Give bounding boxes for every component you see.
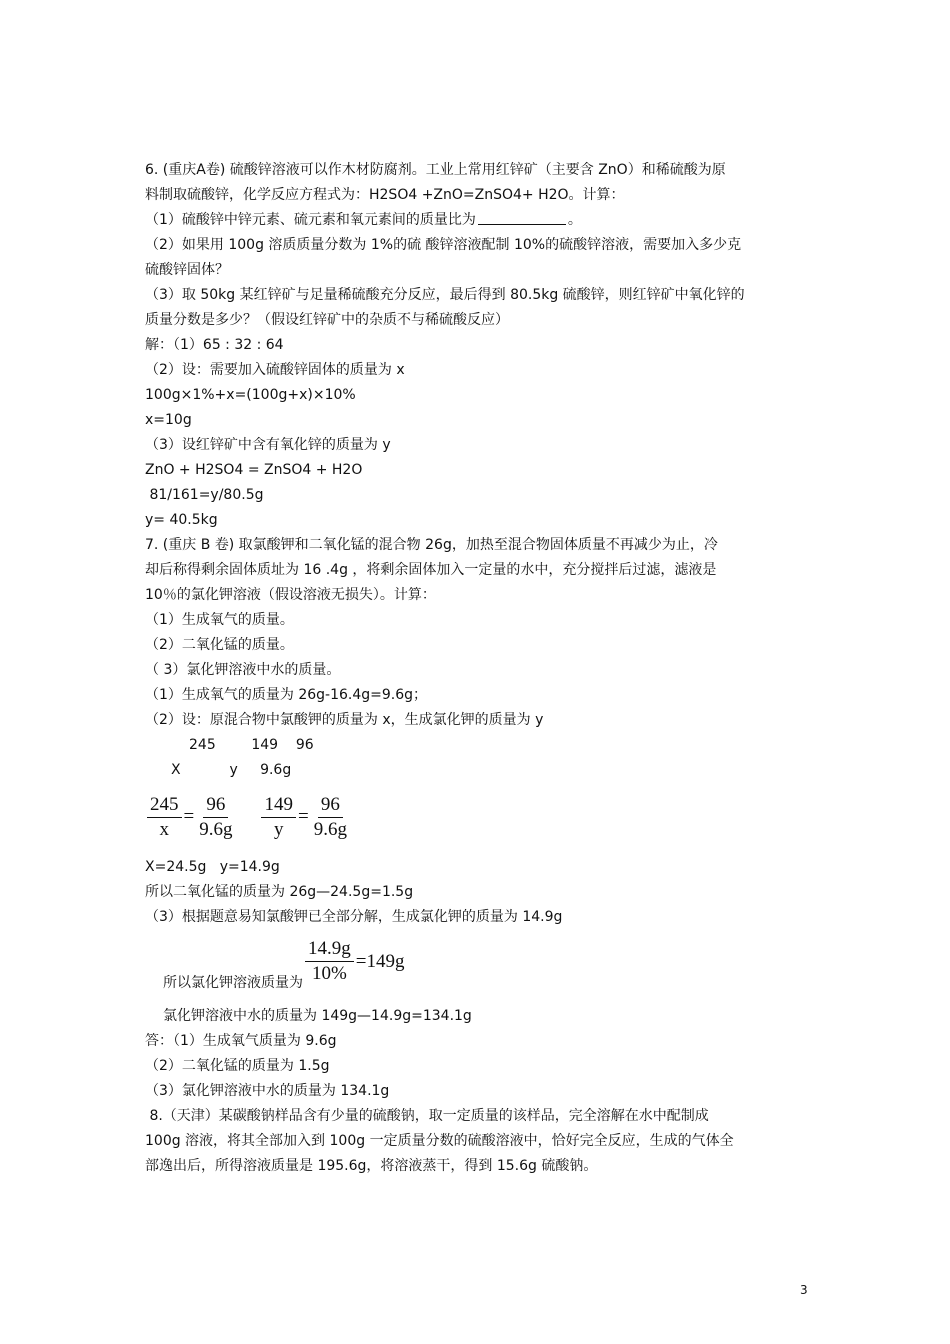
q6-solution-7: 81/161=y/80.5g bbox=[145, 487, 264, 503]
q6-line-7: 质量分数是多少？（假设红锌矿中的杂质不与稀硫酸反应） bbox=[145, 312, 509, 328]
q6-solution-1: 解：（1）65 : 32 : 64 bbox=[145, 337, 284, 353]
q7-answer-1: 答：（1）生成氧气质量为 9.6g bbox=[145, 1033, 337, 1049]
q6-line-1: 6. (重庆A卷) 硫酸锌溶液可以作木材防腐剂。工业上常用红锌矿（主要含 ZnO）和稀硫酸为原 bbox=[145, 162, 726, 178]
q6-line-2: 料制取硫酸锌，化学反应方程式为：H2SO4 +ZnO=ZnSO4+ H2O。计算： bbox=[145, 187, 625, 203]
kcl-solution-text: 所以氯化钾溶液质量为 bbox=[163, 975, 303, 991]
fraction-denominator: 9.6g bbox=[199, 818, 233, 840]
q7-line-3: 10％的氯化钾溶液（假设溶液无损失）。计算： bbox=[145, 587, 436, 603]
fraction-denominator: 9.6g bbox=[313, 818, 347, 840]
fraction-denominator: x bbox=[159, 818, 169, 840]
q8-line-1: 8.（天津）某碳酸钠样品含有少量的硫酸钠，取一定质量的该样品，完全溶解在水中配制成 bbox=[145, 1108, 709, 1124]
q6-line-3-text: （1）硫酸锌中锌元素、硫元素和氧元素间的质量比为 bbox=[145, 212, 476, 228]
equals-sign: = bbox=[183, 806, 195, 827]
q6-solution-6: ZnO + H2SO4 = ZnSO4 + H2O bbox=[145, 462, 363, 478]
fraction-245-x bbox=[147, 793, 182, 842]
q7-answer-2: （2）二氧化锰的质量为 1.5g bbox=[145, 1058, 330, 1074]
q7-line-2: 却后称得剩余固体质址为 16 .4g ，将剩余固体加入一定量的水中，充分搅拌后过滤，滤液是 bbox=[145, 562, 717, 578]
q6-solution-2: （2）设：需要加入硫酸锌固体的质量为 x bbox=[145, 362, 405, 378]
answer-blank bbox=[478, 210, 566, 225]
q6-line-3 bbox=[145, 208, 810, 233]
q7-solution-water: 氯化钾溶液中水的质量为 149g—14.9g=134.1g bbox=[163, 1008, 472, 1024]
q6-line-5: 硫酸锌固体？ bbox=[145, 262, 229, 278]
q7-mass-ratios: 245 149 96 bbox=[189, 737, 314, 753]
fraction-96-9.6g bbox=[311, 793, 350, 842]
q7-solution-1: （1）生成氧气的质量为 26g-16.4g=9.6g； bbox=[145, 687, 428, 703]
q8-line-2: 100g 溶液，将其全部加入到 100g 一定质量分数的硫酸溶液中，恰好完全反应，生成的气体全 bbox=[145, 1133, 734, 1149]
q7-line-4: （1）生成氧气的质量。 bbox=[145, 612, 294, 628]
fraction-denominator: 10% bbox=[311, 963, 347, 984]
q6-line-3-end: 。 bbox=[567, 212, 582, 228]
q6-solution-4: x=10g bbox=[145, 412, 192, 428]
q7-line-1: 7. (重庆 B 卷) 取氯酸钾和二氧化锰的混合物 26g，加热至混合物固体质量不再减少为止，冷 bbox=[145, 537, 718, 553]
q8-line-3: 部逸出后，所得溶液质量是 195.6g，将溶液蒸干，得到 15.6g 硫酸钠。 bbox=[145, 1158, 598, 1174]
q7-solution-values: X=24.5g y=14.9g bbox=[145, 859, 280, 875]
kcl-fraction-expression bbox=[303, 937, 404, 986]
q7-answer-3: （3）氯化钾溶液中水的质量为 134.1g bbox=[145, 1083, 390, 1099]
q7-solution-3: （3）根据题意易知氯酸钾已全部分解，生成氯化钾的质量为 14.9g bbox=[145, 909, 563, 925]
fraction-numerator: 149 bbox=[261, 793, 296, 818]
q7-proportion-equations bbox=[145, 787, 810, 847]
q7-solution-kcl-mass bbox=[145, 932, 810, 998]
fraction-14.9g-10% bbox=[305, 937, 354, 986]
q7-solution-mno2: 所以二氧化锰的质量为 26g—24.5g=1.5g bbox=[145, 884, 414, 900]
q6-solution-5: （3）设红锌矿中含有氧化锌的质量为 y bbox=[145, 437, 391, 453]
q7-line-6: （ 3）氯化钾溶液中水的质量。 bbox=[145, 662, 341, 678]
q6-solution-3: 100g×1%+x=(100g+x)×10% bbox=[145, 387, 356, 403]
fraction-numerator: 96 bbox=[203, 793, 228, 818]
q7-unknowns: X y 9.6g bbox=[171, 762, 292, 778]
page-number: 3 bbox=[800, 1283, 808, 1297]
document-body bbox=[145, 158, 810, 1179]
q6-solution-8: y= 40.5kg bbox=[145, 512, 218, 528]
q6-line-6: （3）取 50kg 某红锌矿与足量稀硫酸充分反应，最后得到 80.5kg 硫酸锌，则红锌矿中氧化锌的 bbox=[145, 287, 745, 303]
q7-line-5: （2）二氧化锰的质量。 bbox=[145, 637, 294, 653]
fraction-numerator: 245 bbox=[147, 793, 182, 818]
fraction-96-9.6g bbox=[196, 793, 235, 842]
fraction-numerator: 96 bbox=[318, 793, 343, 818]
fraction-numerator: 14.9g bbox=[305, 937, 354, 962]
fraction-denominator: y bbox=[273, 818, 284, 840]
q6-line-4: （2）如果用 100g 溶质质量分数为 1%的硫 酸锌溶液配制 10%的硫酸锌溶液，需要加入多少克 bbox=[145, 237, 742, 253]
fraction-149-y bbox=[261, 793, 296, 842]
equals-sign: = bbox=[297, 806, 309, 827]
q7-solution-2: （2）设：原混合物中氯酸钾的质量为 x，生成氯化钾的质量为 y bbox=[145, 712, 544, 728]
fraction-result: =149g bbox=[355, 950, 405, 972]
